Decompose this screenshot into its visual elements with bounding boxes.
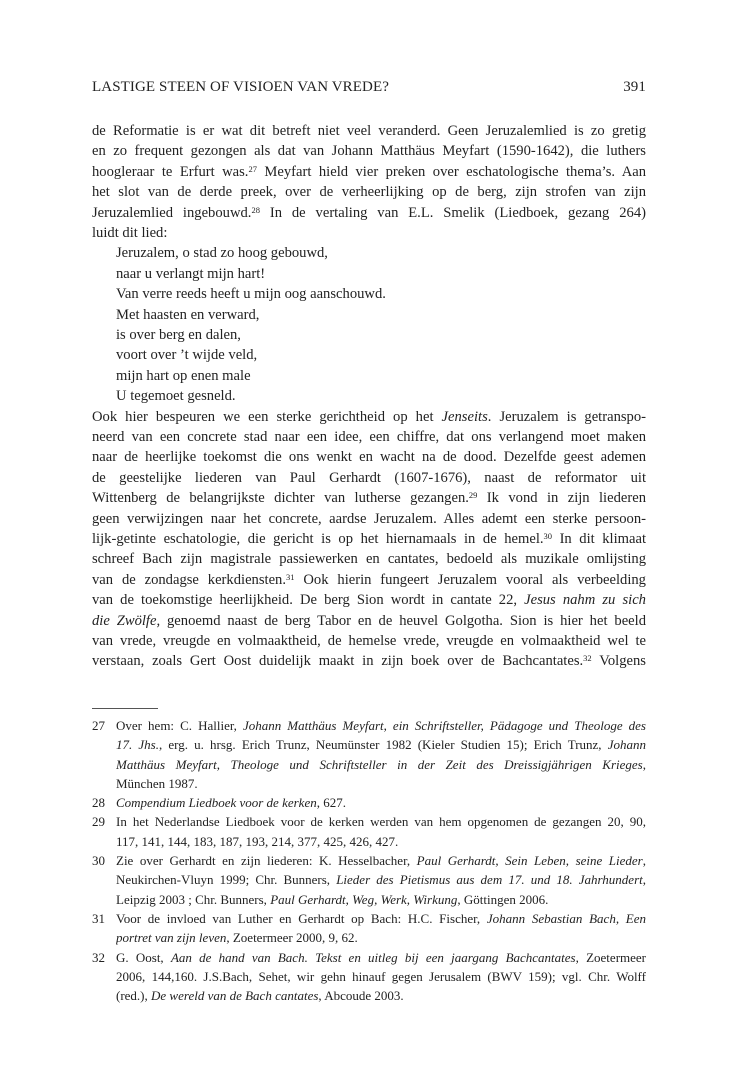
footnote-ref-32[interactable]: 32	[583, 653, 592, 664]
page-number: 391	[623, 79, 646, 95]
running-header	[92, 77, 646, 97]
paragraph-2	[92, 407, 646, 672]
text-line: van de toekomstige heerlijkheid. De berg Sion wordt in cantate 22, Jesus nahm zu sich	[92, 592, 646, 609]
footnotes	[92, 716, 646, 1005]
text-line: Ook hier bespeuren we een sterke gerichtheid op het Jenseits. Jeruzalem is getranspo-	[92, 408, 646, 425]
footnote-number: 28	[92, 795, 105, 811]
footnote-ref-27[interactable]: 27	[248, 163, 257, 174]
running-title: LASTIGE STEEN OF VISIOEN VAN VREDE?	[92, 79, 389, 95]
footnote-number: 30	[92, 853, 105, 869]
text-line: die Zwölfe, genoemd naast de berg Tabor en de heuvel Golgotha. Sion is hier het beeld	[92, 612, 646, 629]
footnote-number: 31	[92, 910, 105, 926]
verse-line: mijn hart op enen male	[116, 367, 251, 384]
verse-line: Van verre reeds heeft u mijn oog aanschouwd.	[116, 286, 386, 303]
text-line: het slot van de derde preek, over de verheerlijking op de berg, zijn strofen van zijn	[92, 184, 646, 201]
verse-line: naar u verlangt mijn hart!	[116, 265, 266, 282]
footnote-ref-29[interactable]: 29	[468, 490, 478, 501]
footnote-30: 30 Zie over Gerhardt en zijn liederen: K. Hesselbacher, Paul Gerhardt, Sein Leben, seine Lieder, Neukirchen-Vluyn 1999; Chr. Bunners, Lieder des Pietismus aus dem 17. und 18. Jahrhundert, Leipzig 2003 ; Chr. Bunners, Paul Gerhardt, Weg, Werk, Wirkung, Göttingen 2006.	[92, 853, 646, 907]
verse-line: Jeruzalem, o stad zo hoog gebouwd,	[116, 245, 328, 262]
text-line: en zo frequent gezongen als dat van Johann Matthäus Meyfart (1590-1642), die luthers	[92, 143, 646, 160]
footnote-32: 32 G. Oost, Aan de hand van Bach. Tekst en uitleg bij een jaargang Bachcantates, Zoetermeer 2006, 144,160. J.S.Bach, Sehet, wir gehn hinauf gegen Jerusalem (BWV 159); vgl. Chr. Wolff (red.), De wereld van de Bach cantates, Abcoude 2003.	[92, 949, 646, 1004]
verse-line: U tegemoet gesneld.	[116, 388, 236, 405]
hymn-verse	[92, 243, 646, 406]
text-line: Jeruzalemlied ingebouwd.$^{28}$ In de vertaling van E.L. Smelik (Liedboek, gezang 264)	[92, 204, 646, 221]
verse-line: Met haasten en verward,	[116, 306, 260, 323]
text-line: Wittenberg de belangrijkste dichter van lutherse gezangen.$^{29}$ Ik vond in zijn liederen	[92, 490, 646, 507]
footnote-separator	[92, 708, 158, 709]
book-page	[92, 0, 646, 1068]
text-line: hoogleraar te Erfurt was.$^{27}$ Meyfart hield vier preken over eschatologische thema’s. Aan	[92, 163, 646, 180]
footnote-ref-30[interactable]: 30	[543, 530, 553, 541]
text-line: geen verwijzingen naar het concrete, aardse Jeruzalem. Alles ademt een sterke persoon-	[92, 510, 646, 527]
verse-line: voort over ’t wijde veld,	[116, 347, 258, 364]
footnote-ref-31[interactable]: 31	[286, 571, 295, 582]
footnote-29: 29 In het Nederlandse Liedboek voor de kerken werden van hem opgenomen de gezangen 20, 90, 117, 141, 144, 183, 187, 193, 214, 377, 425, 426, 427.	[92, 814, 646, 849]
paragraph-1	[92, 121, 646, 243]
text-line: naar de heerlijke toekomst die ons wenkt en wacht na de dood. Dezelfde geest ademen	[92, 449, 646, 466]
footnote-27: 27 Over hem: C. Hallier, Johann Matthäus Meyfart, ein Schriftsteller, Pädagoge und Theologe des 17. Jhs., erg. u. hrsg. Erich Trunz, Neumünster 1982 (Kieler Studien 15); Erich Trunz, Johann Matthäus Meyfart, Theologe und Schriftsteller in der Zeit des Dreissigjährigen Krieges, München 1987.	[92, 718, 646, 791]
footnote-28: 28 Compendium Liedboek voor de kerken, 627.	[92, 793, 646, 812]
text-line: neerd van een concrete stad naar een idee, een chiffre, dat ons verlangend moet maken	[92, 428, 646, 445]
text-line: van vrede, vreugde en volmaaktheid, de hemelse vrede, vreugde en volmaaktheid wel te	[92, 632, 646, 649]
text-line: de geestelijke liederen van Paul Gerhardt (1607-1676), naast de reformator uit	[92, 469, 646, 486]
footnote-31: 31 Voor de invloed van Luther en Gerhardt op Bach: H.C. Fischer, Johann Sebastian Bach, Een portret van zijn leven, Zoetermeer 2000, 9, 62.	[92, 910, 646, 946]
text-line: schreef Bach zijn magistrale passiewerken en cantates, bedoeld als muzikale omlijsting	[92, 551, 646, 568]
footnote-number: 29	[92, 814, 105, 830]
text-line: verstaan, zoals Gert Oost duidelijk maakt in zijn boek over de Bachcantates.$^{32}$ Volgens	[92, 653, 646, 670]
text-line: luidt dit lied:	[92, 224, 168, 241]
text-line: lijk-getinte eschatologie, die gericht is op het hiernamaals in de hemel.$^{30}$ In dit klimaat	[92, 530, 646, 547]
footnote-number: 32	[92, 949, 105, 965]
verse-line: is over berg en dalen,	[116, 326, 241, 343]
footnote-ref-28[interactable]: 28	[251, 204, 260, 215]
text-line: de Reformatie is er wat dit betreft niet veel veranderd. Geen Jeruzalemlied is zo gretig	[92, 123, 646, 139]
main-text	[92, 121, 646, 672]
footnote-number: 27	[92, 718, 105, 733]
text-line: van de zondagse kerkdiensten.$^{31}$ Ook hierin fungeert Jeruzalem vooral als verbeelding	[92, 571, 646, 588]
